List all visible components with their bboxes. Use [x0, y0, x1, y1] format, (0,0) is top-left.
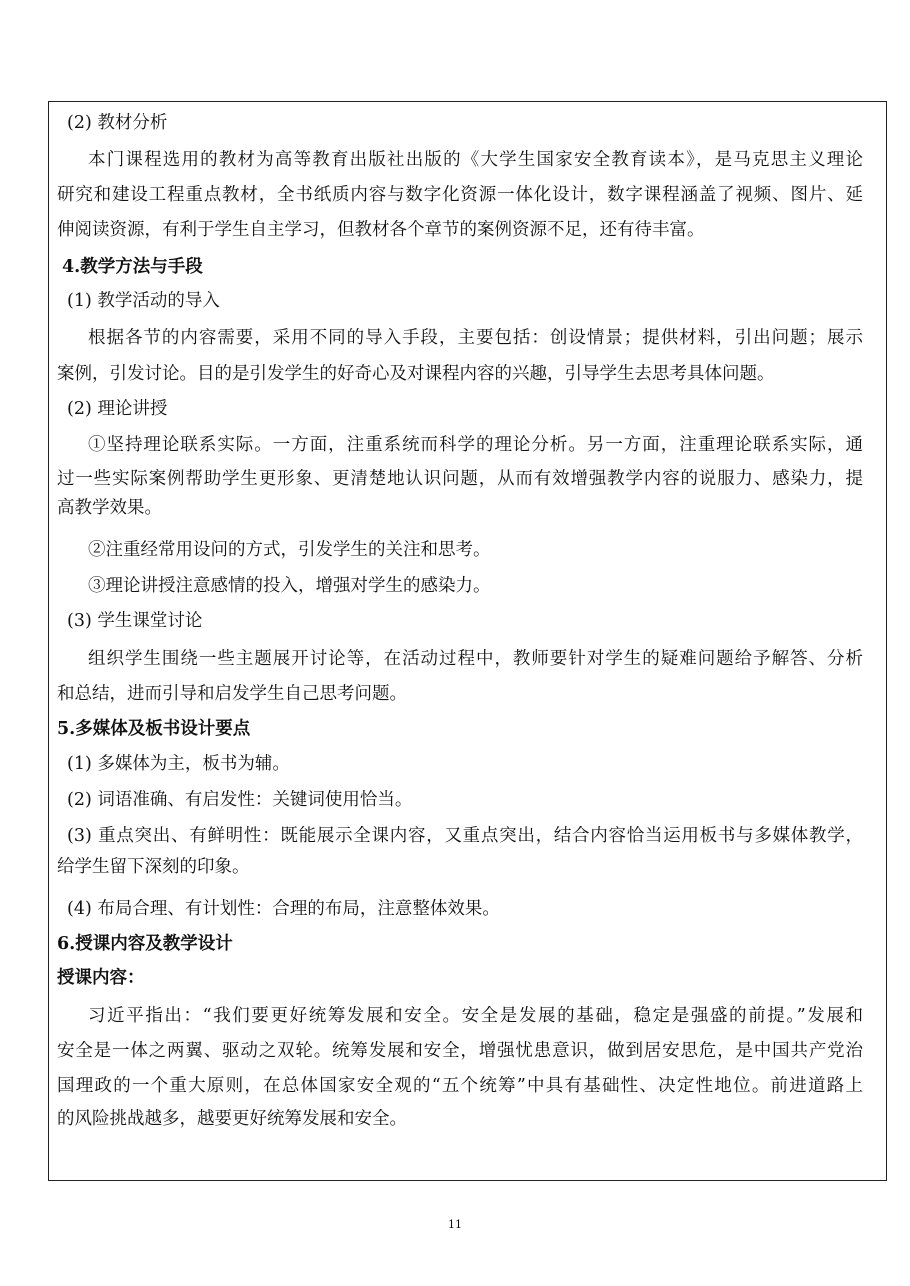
paragraph-line: 本门课程选用的教材为高等教育出版社出版的《大学生国家安全教育读本》，是马克思主义理论 — [88, 150, 863, 170]
list-item-continuation: 给学生留下深刻的印象。 — [57, 857, 250, 877]
subheading-textbook-analysis: (2) 教材分析 — [67, 113, 168, 133]
paragraph-line: 安全是一体之两翼、驱动之双轮。统筹发展和安全，增强忧患意识，做到居安思危，是中国共产党治 — [57, 1041, 863, 1061]
paragraph-line: 的风险挑战越多，越要更好统筹发展和安全。 — [57, 1109, 407, 1129]
label-lecture-content: 授课内容： — [57, 968, 145, 988]
paragraph-line: 习近平指出：“我们要更好统筹发展和安全。安全是发展的基础，稳定是强盛的前提。”发展和 — [88, 1006, 863, 1026]
paragraph-line: ②注重经常用设问的方式，引发学生的关注和思考。 — [88, 540, 491, 560]
subheading-discussion: (3) 学生课堂讨论 — [67, 611, 203, 631]
list-item: (1) 多媒体为主，板书为辅。 — [67, 754, 290, 774]
list-item: (2) 词语准确、有启发性：关键词使用恰当。 — [67, 790, 413, 810]
paragraph-line: ③理论讲授注意感情的投入，增强对学生的感染力。 — [88, 576, 491, 596]
heading-lecture-content: 6.授课内容及教学设计 — [57, 934, 233, 954]
paragraph-line: 国理政的一个重大原则，在总体国家安全观的“五个统筹”中具有基础性、决定性地位。前进道路上 — [57, 1076, 863, 1096]
paragraph-line: 和总结，进而引导和启发学生自己思考问题。 — [57, 684, 407, 704]
subheading-lecture: (2) 理论讲授 — [67, 399, 168, 419]
list-item: (4) 布局合理、有计划性：合理的布局，注意整体效果。 — [67, 899, 500, 919]
paragraph-line: 组织学生围绕一些主题展开讨论等，在活动过程中，教师要针对学生的疑难问题给予解答、分析 — [88, 649, 863, 669]
list-item: (3) 重点突出、有鲜明性：既能展示全课内容，又重点突出，结合内容恰当运用板书与多媒体教学， — [67, 826, 863, 846]
paragraph-line: 根据各节的内容需要，采用不同的导入手段，主要包括：创设情景；提供材料，引出问题；展示 — [88, 328, 863, 348]
heading-teaching-methods: 4.教学方法与手段 — [62, 257, 203, 277]
subheading-introduction: (1) 教学活动的导入 — [67, 291, 220, 311]
heading-multimedia: 5.多媒体及板书设计要点 — [57, 719, 251, 739]
paragraph-line: 过一些实际案例帮助学生更形象、更清楚地认识问题，从而有效增强教学内容的说服力、感染力，提 — [57, 469, 863, 489]
page-number: 11 — [448, 1218, 462, 1231]
paragraph-line: 高教学效果。 — [57, 498, 162, 518]
paragraph-line: ①坚持理论联系实际。一方面，注重系统而科学的理论分析。另一方面，注重理论联系实际，通 — [88, 435, 863, 455]
paragraph-line: 案例，引发讨论。目的是引发学生的好奇心及对课程内容的兴趣，引导学生去思考具体问题。 — [57, 364, 775, 384]
paragraph-line: 研究和建设工程重点教材，全书纸质内容与数字化资源一体化设计，数字课程涵盖了视频、图片、延 — [57, 185, 863, 205]
paragraph-line: 伸阅读资源，有利于学生自主学习，但教材各个章节的案例资源不足，还有待丰富。 — [57, 220, 705, 240]
